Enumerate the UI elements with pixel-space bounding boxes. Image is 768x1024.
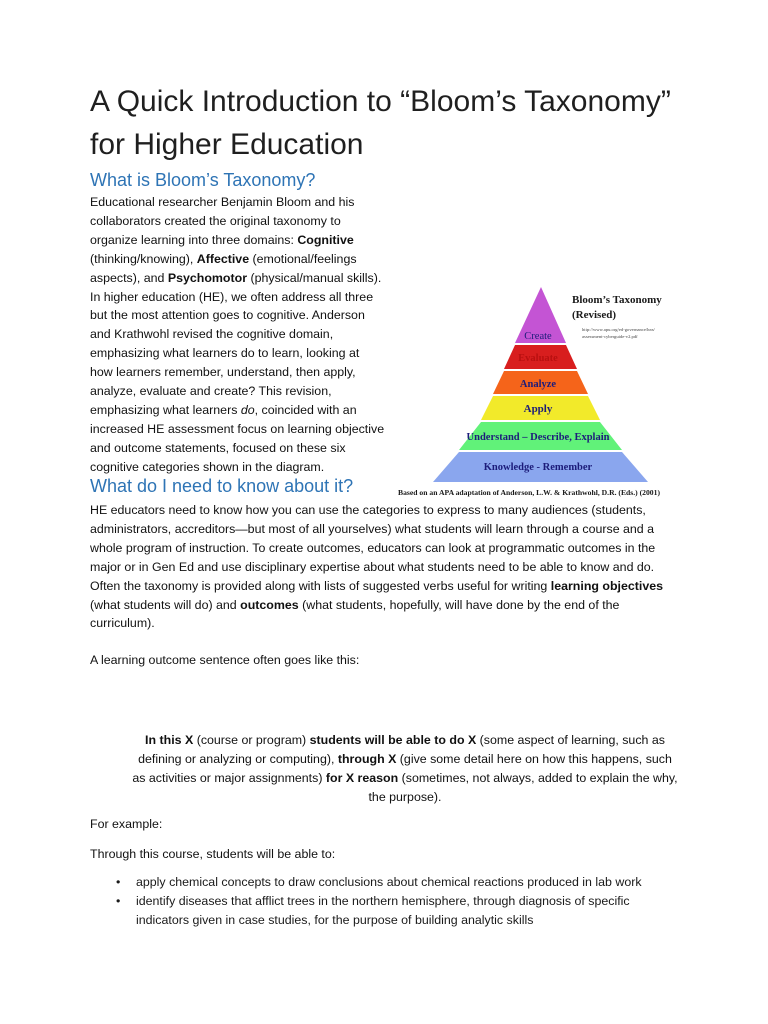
term-outcomes: outcomes (240, 597, 299, 612)
diagram-subtitle: (Revised) (572, 309, 616, 321)
outcome-formula (130, 731, 680, 807)
list-item (112, 873, 672, 892)
formula-text-4: (sometimes, not always, added to explain the why, the purpose). (368, 770, 678, 804)
diagram-caption: Based on an APA adaptation of Anderson, L.W. & Krathwohl, D.R. (Eds.) (2001) (398, 490, 660, 497)
bullet-icon: • (116, 875, 121, 889)
formula-text-2: (some aspect of learning, such as defining or analyzing or computing), (138, 733, 665, 766)
for-example-label: For example: (90, 817, 163, 831)
term-psychomotor: Psychomotor (167, 270, 248, 285)
section-heading-what-is: What is Bloom’s Taxonomy? (90, 170, 316, 190)
intro-text-1: Educational researcher Benjamin Bloom and his collaborators created the original taxonomy to organize learning into three domains: (90, 195, 355, 247)
diagram-title: Bloom’s Taxonomy (572, 294, 662, 306)
term-learning-objectives: learning objectives (550, 578, 664, 593)
pyramid-label-knowledge: Knowledge - Remember (483, 462, 593, 473)
educators-paragraph (90, 501, 672, 633)
intro-text-4: (physical/manual skills). In higher education (HE), we often address all three but the most attention goes to cognitive. Anderson and Krathwohl revised the cognitive domain, emphasizing what learners do to learn, looking at how learners remember, understand, then apply, analyze, evaluate and create? This revision, emphasizing what learners (90, 270, 382, 417)
list-item-text: apply chemical concepts to draw conclusions about chemical reactions produced in lab work (136, 875, 642, 889)
intro-text-3: (emotional/feelings aspects), and (90, 251, 357, 285)
bullet-icon: • (116, 893, 121, 908)
list-item (112, 892, 672, 930)
diagram-source-url-2: assessment-cyberguide-v2.pdf (582, 334, 638, 339)
blooms-pyramid-diagram (396, 282, 696, 500)
formula-text-1: (course or program) (193, 733, 310, 747)
pyramid-label-understand: Understand – Describe, Explain (466, 432, 610, 443)
pyramid-label-evaluate: Evaluate (518, 353, 558, 364)
through-course-label: Through this course, students will be able to: (90, 847, 336, 861)
pyramid-label-analyze: Analyze (519, 379, 557, 390)
educators-text-2: (what students will do) and (90, 597, 241, 612)
formula-through-x: through X (337, 751, 397, 766)
list-item-text: identify diseases that afflict trees in the northern hemisphere, through diagnosis of specific indicators given in case studies, for the purpose of building analytic skills (136, 893, 630, 927)
pyramid-label-create: Create (524, 331, 552, 342)
term-cognitive: Cognitive (297, 232, 354, 247)
section-heading-what-do-i-need: What do I need to know about it? (90, 476, 354, 496)
diagram-source-url: http://www.apu.org/ed-governance/hea/ (582, 327, 655, 332)
term-do: do (240, 402, 255, 417)
pyramid-label-apply: Apply (523, 403, 553, 415)
term-affective: Affective (196, 251, 250, 266)
page-title: A Quick Introduction to “Bloom’s Taxonomy” for Higher Education (90, 85, 671, 161)
intro-text-5: , coincided with an increased HE assessment focus on learning objective and outcome statements, focused on these six cognitive categories shown in the diagram. (90, 402, 385, 474)
formula-in-this-x: In this X (145, 733, 194, 747)
outcome-sentence-intro: A learning outcome sentence often goes like this: (90, 653, 360, 667)
educators-text-1: HE educators need to know how you can use the categories to express to many audiences (students, administrators, accreditors—but most of all yourselves) what students will learn through a course and a whole program of instruction. To create outcomes, educators can look at programmatic outcomes in the major or in Gen Ed and use disciplinary expertise about what students need to be able to know and do. Often the taxonomy is provided along with lists of suggested verbs useful for writing (90, 503, 656, 593)
formula-text-3: (give some detail here on how this happens, such as activities or major assignments) (132, 751, 672, 785)
formula-for-x-reason: for X reason (325, 770, 399, 785)
intro-text-2: (thinking/knowing), (90, 251, 197, 266)
educators-text-3: (what students, hopefully, will have done by the end of the curriculum). (90, 597, 620, 631)
formula-students-able: students will be able to do X (309, 733, 477, 747)
example-outcomes-list (112, 873, 672, 930)
